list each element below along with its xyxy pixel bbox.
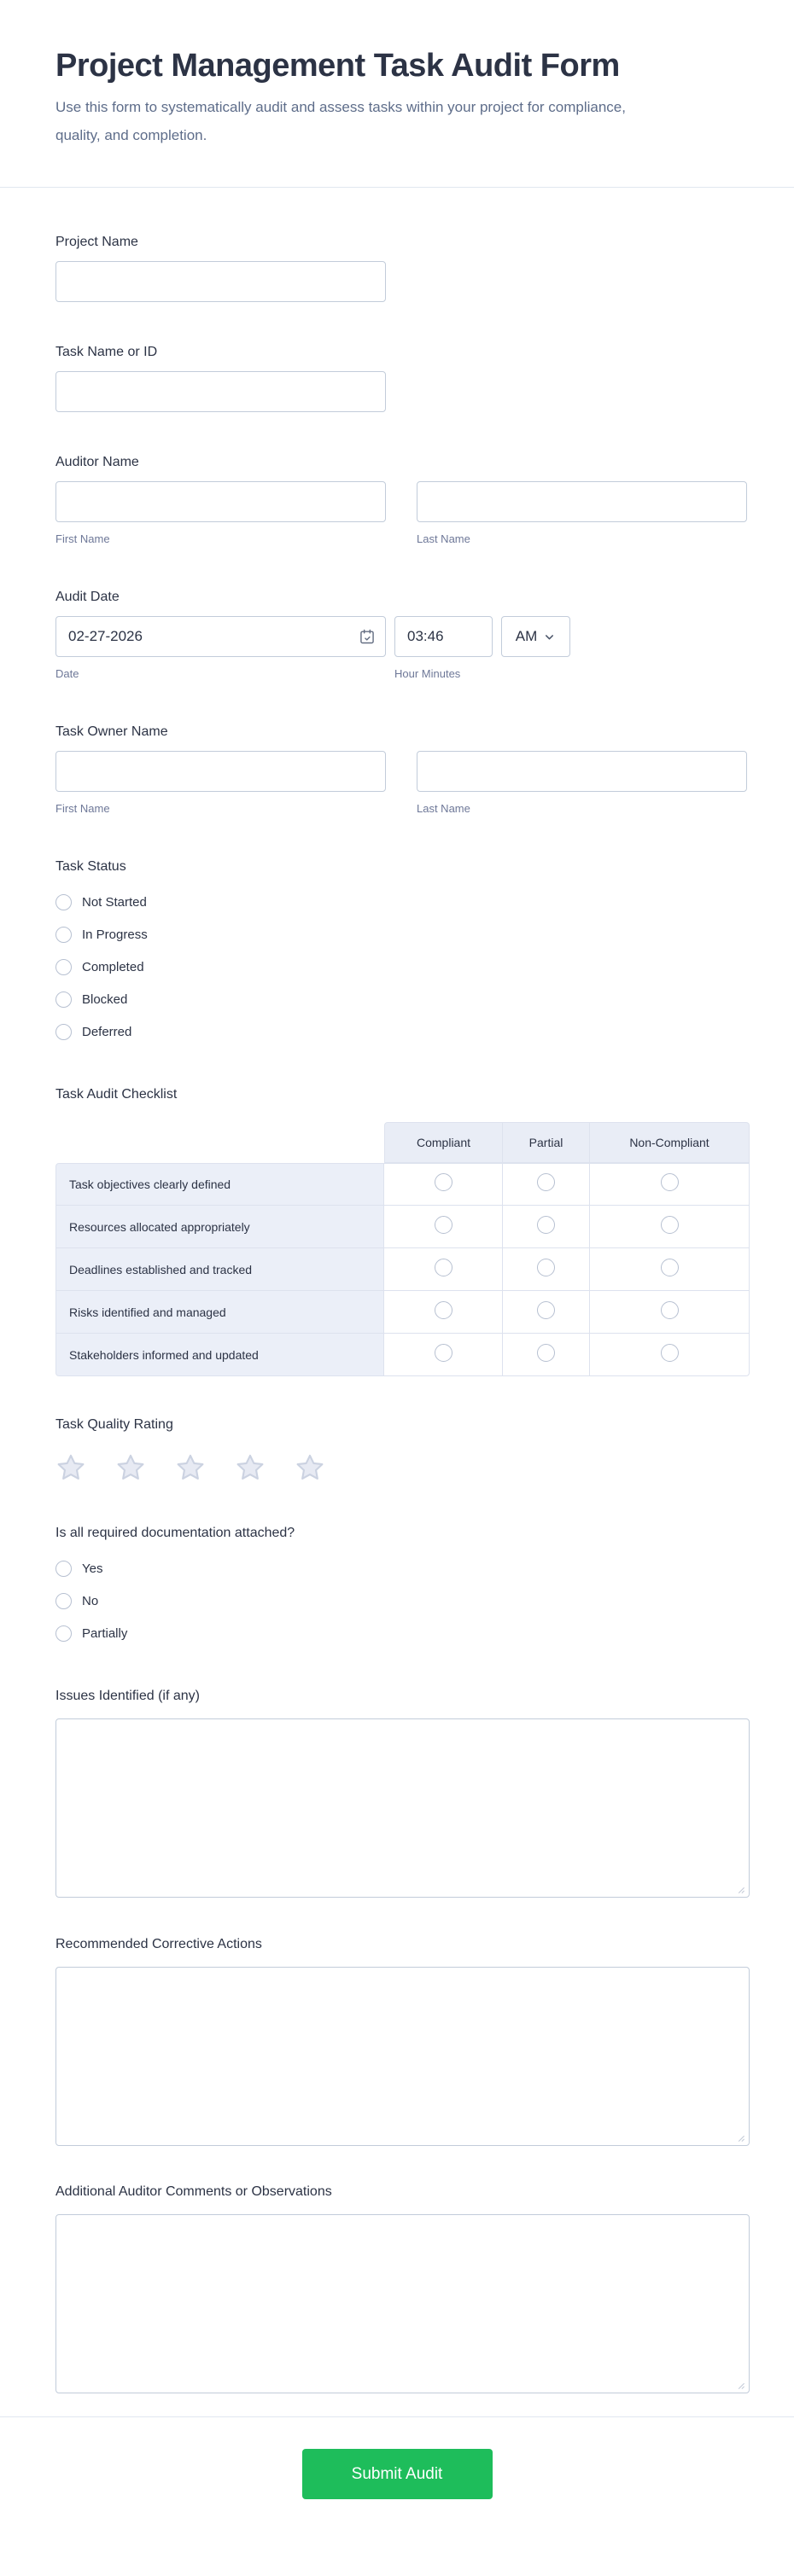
- option-in-progress: [55, 926, 750, 943]
- option-label: Partially: [82, 1625, 128, 1641]
- checklist-radio[interactable]: [661, 1344, 679, 1362]
- field-audit-date: [55, 590, 750, 680]
- form-title: Project Management Task Audit Form: [55, 48, 620, 84]
- checklist-radio[interactable]: [435, 1173, 452, 1191]
- field-documentation: [55, 1526, 750, 1642]
- checklist-col-header: Compliant: [384, 1122, 503, 1163]
- checklist-row-label: Stakeholders informed and updated: [55, 1334, 384, 1376]
- date-sublabel: Date: [55, 667, 79, 680]
- checklist-radio[interactable]: [435, 1301, 452, 1319]
- form-subtitle: Use this form to systematically audit and assess tasks within your project for compliance, quality, and completion.: [55, 99, 626, 143]
- option-label: No: [82, 1593, 99, 1608]
- checklist-radio[interactable]: [537, 1301, 555, 1319]
- ampm-select[interactable]: [501, 616, 570, 657]
- resize-grabber-icon[interactable]: [736, 2131, 745, 2141]
- project-name-input[interactable]: [55, 261, 386, 302]
- chevron-down-icon: [543, 631, 556, 643]
- field-corrective-actions: [55, 1937, 750, 2146]
- star-rating: [55, 1452, 750, 1483]
- checklist-corner-cell: [55, 1122, 384, 1163]
- comments-textarea-wrap: [55, 2214, 750, 2393]
- checklist-radio[interactable]: [435, 1216, 452, 1234]
- field-task-status: [55, 859, 750, 1040]
- option-deferred: [55, 1023, 750, 1040]
- checklist-col-header: Partial: [503, 1122, 590, 1163]
- field-comments: [55, 2184, 750, 2393]
- task-status-options: [55, 893, 750, 1040]
- checklist-radio[interactable]: [537, 1344, 555, 1362]
- field-task-name: [55, 345, 750, 412]
- star-icon[interactable]: [55, 1452, 86, 1483]
- corrective-actions-textarea-wrap: [55, 1967, 750, 2146]
- checklist-row: [55, 1206, 750, 1248]
- auditor-last-col: [417, 481, 747, 545]
- auditor-last-name-sublabel: Last Name: [417, 532, 470, 545]
- owner-first-name-input[interactable]: [55, 751, 386, 792]
- form-footer: [0, 2417, 794, 2542]
- star-icon[interactable]: [235, 1452, 266, 1483]
- option-label: Blocked: [82, 991, 128, 1007]
- task-status-label: Task Status: [55, 859, 126, 874]
- option-label: Completed: [82, 959, 144, 974]
- documentation-options: [55, 1560, 750, 1642]
- checklist-radio[interactable]: [435, 1344, 452, 1362]
- checklist-row: [55, 1163, 750, 1206]
- form-body: [0, 235, 794, 2393]
- option-label: Yes: [82, 1561, 103, 1576]
- checklist-radio[interactable]: [661, 1216, 679, 1234]
- corrective-actions-textarea[interactable]: [55, 1967, 750, 2146]
- field-task-owner: [55, 724, 750, 815]
- time-input[interactable]: [394, 616, 493, 657]
- option-yes: [55, 1560, 750, 1577]
- checklist-radio[interactable]: [661, 1259, 679, 1276]
- comments-label: Additional Auditor Comments or Observations: [55, 2184, 332, 2199]
- option-not-started: [55, 893, 750, 910]
- checklist-label: Task Audit Checklist: [55, 1087, 178, 1102]
- project-name-label: Project Name: [55, 235, 138, 249]
- task-owner-label: Task Owner Name: [55, 724, 168, 739]
- field-quality-rating: [55, 1417, 750, 1483]
- checklist-row: [55, 1291, 750, 1334]
- owner-first-name-sublabel: First Name: [55, 802, 110, 815]
- checklist-radio[interactable]: [661, 1301, 679, 1319]
- owner-last-name-sublabel: Last Name: [417, 802, 470, 815]
- issues-textarea[interactable]: [55, 1718, 750, 1898]
- option-label: Deferred: [82, 1024, 132, 1039]
- checklist-radio[interactable]: [537, 1216, 555, 1234]
- checklist-row-label: Resources allocated appropriately: [55, 1206, 384, 1248]
- owner-first-col: [55, 751, 386, 815]
- checklist-row-label: Deadlines established and tracked: [55, 1248, 384, 1291]
- checklist-radio[interactable]: [537, 1259, 555, 1276]
- audit-date-sublabels: [55, 657, 750, 680]
- owner-last-name-input[interactable]: [417, 751, 747, 792]
- task-name-input[interactable]: [55, 371, 386, 412]
- star-icon[interactable]: [115, 1452, 146, 1483]
- star-icon[interactable]: [295, 1452, 325, 1483]
- task-owner-inputs: [55, 751, 750, 815]
- auditor-name-inputs: [55, 481, 750, 545]
- star-icon[interactable]: [175, 1452, 206, 1483]
- option-label: In Progress: [82, 927, 148, 942]
- auditor-name-label: Auditor Name: [55, 455, 139, 469]
- ampm-value: AM: [515, 628, 538, 644]
- submit-button[interactable]: Submit Audit: [302, 2449, 493, 2499]
- radio-button[interactable]: [55, 1625, 72, 1642]
- calendar-check-icon[interactable]: [359, 628, 376, 645]
- option-label: Not Started: [82, 894, 147, 910]
- checklist-table: [55, 1122, 750, 1376]
- issues-label: Issues Identified (if any): [55, 1689, 200, 1703]
- radio-button[interactable]: [55, 1561, 72, 1577]
- checklist-radio[interactable]: [661, 1173, 679, 1191]
- checklist-header-row: [55, 1122, 750, 1163]
- option-no: [55, 1592, 750, 1609]
- issues-textarea-wrap: [55, 1718, 750, 1898]
- field-project-name: [55, 235, 750, 302]
- checklist-row: [55, 1334, 750, 1376]
- audit-date-row: [55, 616, 750, 657]
- radio-button[interactable]: [55, 1024, 72, 1040]
- auditor-last-name-input[interactable]: [417, 481, 747, 522]
- radio-button[interactable]: [55, 1593, 72, 1609]
- task-name-label: Task Name or ID: [55, 345, 158, 359]
- checklist-radio[interactable]: [435, 1259, 452, 1276]
- resize-grabber-icon[interactable]: [736, 1883, 745, 1893]
- checklist-col-header: Non-Compliant: [590, 1122, 750, 1163]
- auditor-first-col: [55, 481, 386, 545]
- checklist-row-label: Risks identified and managed: [55, 1291, 384, 1334]
- radio-button[interactable]: [55, 927, 72, 943]
- corrective-actions-label: Recommended Corrective Actions: [55, 1937, 262, 1951]
- radio-button[interactable]: [55, 894, 72, 910]
- checklist-row: [55, 1248, 750, 1291]
- quality-rating-label: Task Quality Rating: [55, 1417, 173, 1432]
- date-input-wrap: [55, 616, 386, 657]
- field-auditor-name: [55, 455, 750, 545]
- date-input[interactable]: [55, 616, 386, 657]
- auditor-first-name-input[interactable]: [55, 481, 386, 522]
- checklist-row-label: Task objectives clearly defined: [55, 1163, 384, 1206]
- option-blocked: [55, 991, 750, 1008]
- owner-last-col: [417, 751, 747, 815]
- time-sublabel: Hour Minutes: [394, 667, 461, 680]
- option-partially: [55, 1625, 750, 1642]
- option-completed: [55, 958, 750, 975]
- comments-textarea[interactable]: [55, 2214, 750, 2393]
- documentation-label: Is all required documentation attached?: [55, 1526, 295, 1540]
- auditor-first-name-sublabel: First Name: [55, 532, 110, 545]
- field-audit-checklist: [55, 1087, 750, 1376]
- form-header: [0, 0, 794, 188]
- audit-date-label: Audit Date: [55, 590, 120, 604]
- field-issues: [55, 1689, 750, 1898]
- radio-button[interactable]: [55, 991, 72, 1008]
- checklist-radio[interactable]: [537, 1173, 555, 1191]
- resize-grabber-icon[interactable]: [736, 2379, 745, 2388]
- radio-button[interactable]: [55, 959, 72, 975]
